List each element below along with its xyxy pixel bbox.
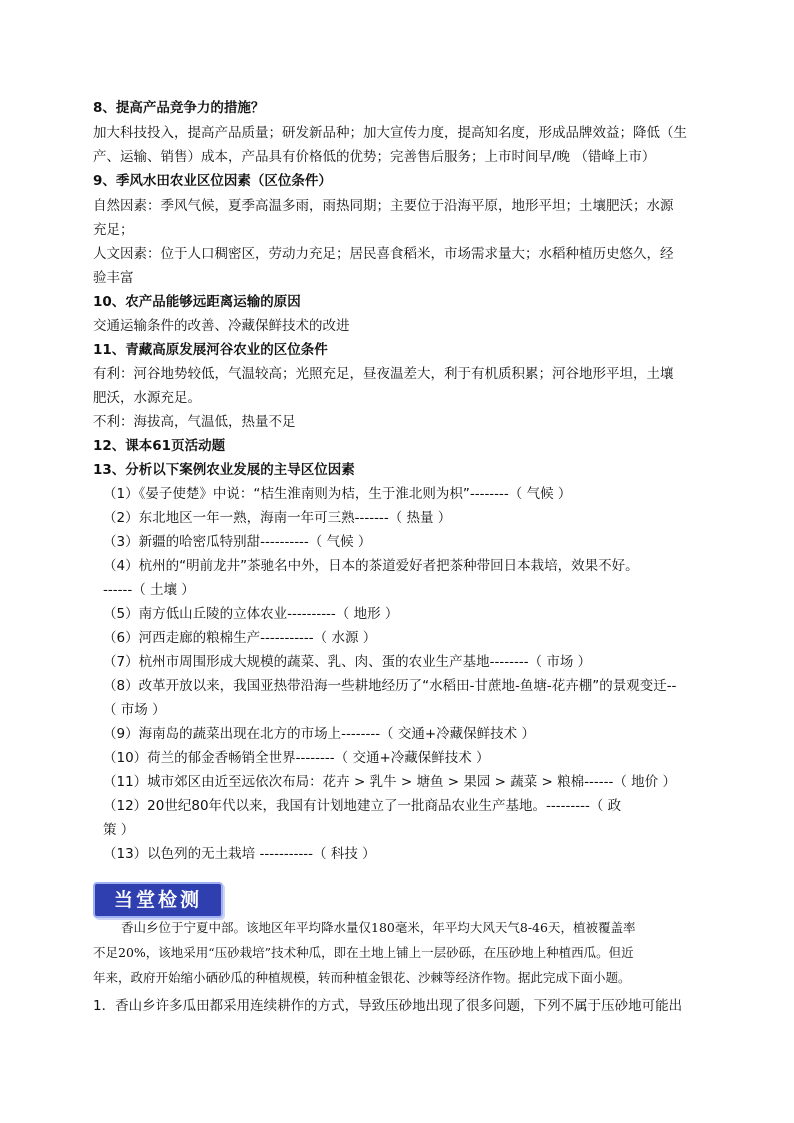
case-item: （13）以色列的无土栽培 -----------（ 科技 ）: [103, 846, 376, 862]
text-line: 加大科技投入，提高产品质量；研发新品种；加大宣传力度，提高知名度，形成品牌效益；降低（生: [93, 125, 687, 141]
text-line: 产、运输、销售）成本，产品具有价格低的优势；完善售后服务；上市时间早/晚 （错峰上市）: [93, 149, 656, 165]
section-badge: 当堂检测: [93, 882, 223, 918]
case-item: ------（ 土壤 ）: [103, 582, 195, 598]
heading-8: 8、提高产品竞争力的措施？: [93, 100, 265, 116]
case-item: （12）20世纪80年代以来，我国有计划地建立了一批商品农业生产基地。---------（ 政: [103, 798, 622, 814]
text-line: 交通运输条件的改善、冷藏保鲜技术的改进: [93, 318, 350, 334]
text-line: 充足；: [93, 222, 134, 238]
passage-line: 不足20%，该地采用“压砂栽培”技术种瓜，即在土地上铺上一层砂砾，在压砂地上种植西瓜。但近: [93, 945, 634, 960]
text-line: 人文因素：位于人口稠密区，劳动力充足；居民喜食稻米，市场需求量大；水稻种植历史悠久，经: [93, 246, 674, 262]
heading-12: 12、课本61页活动题: [93, 438, 226, 454]
heading-10: 10、农产品能够远距离运输的原因: [93, 294, 301, 310]
text-line: 验丰富: [93, 270, 134, 286]
case-item: 策 ）: [103, 822, 135, 838]
case-item: （8）改革开放以来，我国亚热带沿海一些耕地经历了“水稻田-甘蔗地-鱼塘-花卉棚”的景观变迁--: [103, 678, 677, 694]
text-line: 有利：河谷地势较低，气温较高；光照充足，昼夜温差大，利于有机质积累；河谷地形平坦，土壤: [93, 366, 674, 382]
text-line: 不利：海拔高，气温低，热量不足: [93, 414, 296, 430]
heading-9: 9、季风水田农业区位因素（区位条件）: [93, 173, 332, 189]
case-item: （7）杭州市周围形成大规模的蔬菜、乳、肉、蛋的农业生产基地--------（ 市场 ）: [103, 654, 592, 670]
case-item: （2）东北地区一年一熟，海南一年可三熟-------（ 热量 ）: [103, 510, 452, 526]
case-item: （11）城市郊区由近至远依次布局：花卉 > 乳牛 > 塘鱼 > 果园 > 蔬菜 > 粮棉------（ 地价 ）: [103, 774, 676, 790]
heading-13: 13、分析以下案例农业发展的主导区位因素: [93, 462, 355, 478]
case-item: （3）新疆的哈密瓜特别甜----------（ 气候 ）: [103, 534, 372, 550]
case-item: （ 市场 ）: [103, 702, 166, 718]
case-item: （6）河西走廊的粮棉生产-----------（ 水源 ）: [103, 630, 377, 646]
passage-line: 年来，政府开始缩小硒砂瓜的种植规模，转而种植金银花、沙棘等经济作物。据此完成下面小题。: [93, 970, 631, 985]
case-item: （1）《晏子使楚》中说：“桔生淮南则为桔，生于淮北则为枳”--------（ 气候 ）: [103, 486, 572, 502]
question-1: 1．香山乡许多瓜田都采用连续耕作的方式，导致压砂地出现了很多问题，下列不属于压砂地可能出: [93, 998, 683, 1014]
text-line: 自然因素：季风气候，夏季高温多雨，雨热同期；主要位于沿海平原，地形平坦；土壤肥沃；水源: [93, 198, 674, 214]
heading-11: 11、青藏高原发展河谷农业的区位条件: [93, 342, 328, 358]
case-item: （4）杭州的“明前龙井”茶驰名中外，日本的茶道爱好者把茶种带回日本栽培，效果不好。: [103, 558, 639, 574]
case-item: （10）荷兰的郁金香畅销全世界--------（ 交通+冷藏保鲜技术 ）: [103, 750, 490, 766]
case-item: （9）海南岛的蔬菜出现在北方的市场上--------（ 交通+冷藏保鲜技术 ）: [103, 726, 535, 742]
passage-line: 香山乡位于宁夏中部。该地区年平均降水量仅180毫米，年平均大风天气8-46天，植被覆盖率: [121, 920, 636, 935]
text-line: 肥沃，水源充足。: [93, 390, 201, 406]
case-item: （5）南方低山丘陵的立体农业----------（ 地形 ）: [103, 606, 399, 622]
